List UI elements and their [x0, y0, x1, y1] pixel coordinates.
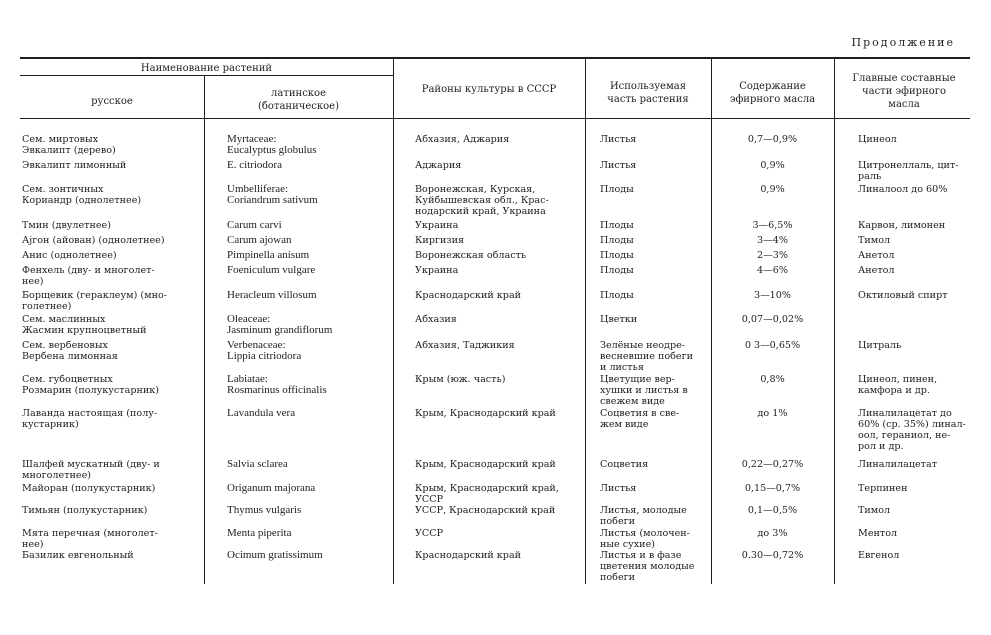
- cell-oil-content: 4—6%: [757, 265, 788, 276]
- cell-latin-name: Pimpinella anisum: [227, 249, 310, 261]
- cell-used-part: Зелёные неодре- весневшие побеги и листья: [600, 340, 694, 373]
- cell-region: Краснодарский край: [415, 550, 522, 561]
- header-main-components: Главные составные части эфирного масла: [852, 73, 956, 110]
- cell-russian-name: Аjгон (айован) (однолетнее): [22, 235, 165, 246]
- cell-components: Цитраль: [858, 340, 902, 351]
- cell-components: Линалилацетат: [858, 459, 937, 470]
- cell-components: Цинеол: [858, 134, 897, 145]
- cell-used-part: Плоды: [600, 265, 634, 276]
- cell-russian-name: Тимьян (полукустарник): [22, 505, 148, 516]
- cell-used-part: Плоды: [600, 290, 634, 301]
- cell-oil-content: 0,9%: [760, 160, 785, 171]
- cell-russian-name: Сем. маслинных Жасмин крупноцветный: [22, 314, 147, 336]
- cell-oil-content: 0,7—0,9%: [747, 134, 798, 145]
- cell-region: УССР, Краснодарский край: [415, 505, 556, 516]
- table-top-rule: [20, 57, 970, 59]
- cell-russian-name: Сем. вербеновых Вербена лимонная: [22, 340, 118, 362]
- cell-latin-name: Myrtaceae: Eucalyptus globulus: [227, 133, 317, 156]
- cell-used-part: Листья, молодые побеги: [600, 505, 687, 527]
- cell-components: Цинеол, пинен, камфора и др.: [858, 374, 938, 396]
- plant-name-underline: [20, 75, 393, 76]
- cell-used-part: Плоды: [600, 184, 634, 195]
- cell-used-part: Листья: [600, 134, 637, 145]
- cell-region: Крым (юж. часть): [415, 374, 506, 385]
- cell-latin-name: Thymus vulgaris: [227, 504, 302, 516]
- cell-used-part: Листья: [600, 483, 637, 494]
- cell-components: Анетол: [858, 265, 895, 276]
- cell-russian-name: Лаванда настоящая (полу- кустарник): [22, 408, 158, 430]
- cell-oil-content: 3—4%: [757, 235, 788, 246]
- column-divider: [204, 76, 205, 584]
- cell-region: Крым, Краснодарский край: [415, 408, 556, 419]
- cell-russian-name: Эвкалипт лимонный: [22, 160, 127, 171]
- cell-used-part: Листья (молочен- ные сухие): [600, 528, 690, 550]
- cell-oil-content: 0.30—0,72%: [741, 550, 804, 561]
- cell-components: Цитронеллаль, цит- раль: [858, 160, 959, 182]
- cell-components: Анетол: [858, 250, 895, 261]
- cell-components: Тимол: [858, 235, 891, 246]
- cell-region: Крым, Краснодарский край, УССР: [415, 483, 559, 505]
- cell-latin-name: Lavandula vera: [227, 407, 296, 419]
- cell-oil-content: до 3%: [757, 528, 788, 539]
- cell-latin-name: Oleaceae: Jasminum grandiflorum: [227, 313, 333, 336]
- cell-russian-name: Фенхель (дву- и многолет- нее): [22, 265, 155, 287]
- cell-latin-name: Menta piperita: [227, 527, 292, 539]
- cell-oil-content: 0,9%: [760, 184, 785, 195]
- cell-oil-content: 3—6,5%: [752, 220, 793, 231]
- cell-latin-name: Foeniculum vulgare: [227, 264, 316, 276]
- header-russian: русское: [91, 96, 133, 107]
- header-oil-content: Содержание эфирного масла: [729, 81, 816, 105]
- cell-region: Абхазия: [415, 314, 457, 325]
- cell-russian-name: Борщевик (гераклеум) (мно- голетнее): [22, 290, 167, 312]
- cell-used-part: Соцветия: [600, 459, 649, 470]
- header-regions: Районы культуры в СССР: [421, 84, 557, 95]
- cell-russian-name: Анис (однолетнее): [22, 250, 117, 261]
- cell-oil-content: 0,1—0,5%: [747, 505, 798, 516]
- cell-oil-content: 0,8%: [760, 374, 785, 385]
- cell-used-part: Плоды: [600, 250, 634, 261]
- cell-used-part: Цветки: [600, 314, 638, 325]
- cell-used-part: Цветущие вер- хушки и листья в свежем виде: [600, 374, 688, 407]
- cell-used-part: Плоды: [600, 235, 634, 246]
- cell-latin-name: Carum ajowan: [227, 234, 292, 246]
- cell-latin-name: Salvia sclarea: [227, 458, 288, 470]
- cell-used-part: Плоды: [600, 220, 634, 231]
- cell-latin-name: E. citriodora: [227, 159, 282, 171]
- cell-components: Терпинен: [858, 483, 908, 494]
- cell-russian-name: Шалфей мускатный (дву- и многолетнее): [22, 459, 160, 481]
- cell-oil-content: до 1%: [757, 408, 788, 419]
- cell-region: Абхазия, Таджикия: [415, 340, 515, 351]
- cell-region: Абхазия, Аджария: [415, 134, 510, 145]
- cell-region: Аджария: [415, 160, 462, 171]
- cell-region: Краснодарский край: [415, 290, 522, 301]
- cell-components: Линалоол до 60%: [858, 184, 948, 195]
- cell-oil-content: 0,22—0,27%: [741, 459, 804, 470]
- cell-oil-content: 0,07—0,02%: [741, 314, 804, 325]
- table-header-rule: [20, 118, 970, 119]
- continuation-label: Продолжение: [851, 36, 955, 49]
- cell-russian-name: Сем. губоцветных Розмарин (полукустарник): [22, 374, 159, 396]
- cell-russian-name: Сем. зонтичных Кориандр (однолетнее): [22, 184, 142, 206]
- cell-latin-name: Umbelliferae: Coriandrum sativum: [227, 183, 318, 206]
- cell-components: Линалилацетат до 60% (ср. 35%) линал- оол, гераниол, не- рол и др.: [858, 408, 966, 452]
- cell-region: Украина: [415, 265, 459, 276]
- cell-components: Евгенол: [858, 550, 900, 561]
- cell-region: Воронежская, Курская, Куйбышевская обл., Крас- нодарский край, Украина: [415, 184, 549, 217]
- cell-latin-name: Carum carvi: [227, 219, 282, 231]
- cell-used-part: Соцветия в све- жем виде: [600, 408, 680, 430]
- cell-russian-name: Тмин (двулетнее): [22, 220, 111, 231]
- cell-latin-name: Heracleum villosum: [227, 289, 317, 301]
- cell-region: Крым, Краснодарский край: [415, 459, 556, 470]
- cell-oil-content: 3—10%: [753, 290, 792, 301]
- cell-russian-name: Сем. миртовых Эвкалипт (дерево): [22, 134, 116, 156]
- cell-used-part: Листья и в фазе цветения молодые побеги: [600, 550, 695, 583]
- cell-components: Тимол: [858, 505, 891, 516]
- cell-russian-name: Базилик евгенольный: [22, 550, 134, 561]
- cell-components: Октиловый спирт: [858, 290, 948, 301]
- cell-latin-name: Origanum majorana: [227, 482, 316, 494]
- cell-oil-content: 0,15—0,7%: [744, 483, 801, 494]
- cell-region: УССР: [415, 528, 444, 539]
- cell-oil-content: 0 3—0,65%: [744, 340, 801, 351]
- cell-components: Карвон, лимонен: [858, 220, 946, 231]
- cell-region: Воронежская область: [415, 250, 527, 261]
- cell-components: Ментол: [858, 528, 898, 539]
- header-used-part: Используемая часть растения: [607, 81, 689, 105]
- cell-latin-name: Labiatae: Rosmarinus officinalis: [227, 373, 327, 396]
- cell-oil-content: 2—3%: [757, 250, 788, 261]
- cell-latin-name: Verbenaceae: Lippia citriodora: [227, 339, 302, 362]
- cell-russian-name: Майоран (полукустарник): [22, 483, 156, 494]
- cell-region: Киргизия: [415, 235, 465, 246]
- column-divider: [393, 59, 394, 584]
- cell-region: Украина: [415, 220, 459, 231]
- column-divider: [834, 59, 835, 584]
- cell-russian-name: Мята перечная (многолет- нее): [22, 528, 158, 550]
- cell-latin-name: Ocimum gratissimum: [227, 549, 323, 561]
- header-latin: латинское (ботаническое): [258, 88, 339, 112]
- header-plant-name: Наименование растений: [140, 63, 273, 74]
- column-divider: [585, 59, 586, 584]
- cell-used-part: Листья: [600, 160, 637, 171]
